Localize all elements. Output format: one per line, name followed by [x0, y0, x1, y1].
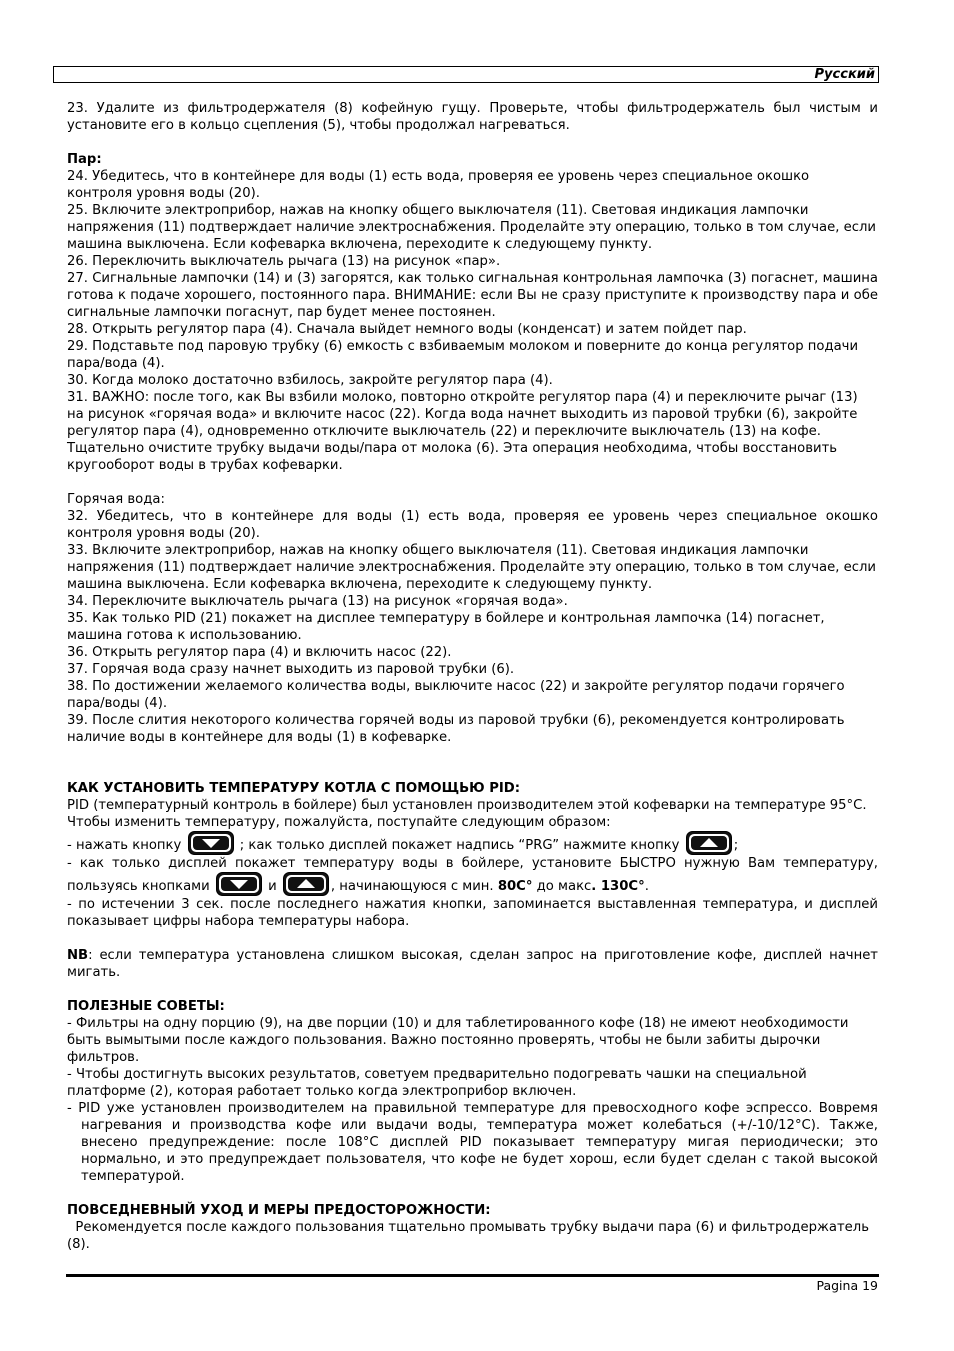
pid-text: , начинающуюся с мин. — [330, 879, 494, 894]
tip-item: - Чтобы достигнуть высоких результатов, советуем предварительно подогревать чашки на специальной платформе (2), которая работает только когда электроприбор включен. — [67, 1067, 807, 1099]
page-content — [67, 100, 878, 1253]
care-heading: ПОВСЕДНЕВНЫЙ УХОД И МЕРЫ ПРЕДОСТОРОЖНОСТИ: — [67, 1203, 491, 1218]
steam-step: 27. Сигнальные лампочки (14) и (3) загорятся, как только сигнальная контрольная лампочка (3) погаснет, машина готова к подаче хорошего, постоянного пара. ВНИМАНИЕ: если Вы не сразу приступите к производству пара и обе сигнальные лампочки погаснут, пар будет менее постоянен. — [67, 271, 878, 320]
pid-line-3: - по истечении 3 сек. после последнего нажатия кнопки, запоминается выставленная температура, и дисплей показывает цифры набора температуры набора. — [67, 897, 878, 929]
steam-step: 29. Подставьте под паровую трубку (6) емкость с взбиваемым молоком и поверните до конца регулятор подачи пара/вода (4). — [67, 339, 859, 371]
pid-text: - нажать кнопку — [67, 838, 182, 853]
hot-water-step: 36. Открыть регулятор пара (4) и включить насос (22). — [67, 645, 452, 660]
hot-water-step: 34. Переключите выключатель рычага (13) на рисунок «горячая вода». — [67, 594, 568, 609]
step-23: 23. Удалите из фильтродержателя (8) кофейную гущу. Проверьте, чтобы фильтродержатель был чистым и установите его в кольцо сцепления (5), чтобы продолжал нагреваться. — [67, 101, 878, 133]
pid-text: до макс — [536, 879, 592, 894]
hot-water-step: 38. По достижении желаемого количества воды, выключите насос (22) и закройте регулятор подачи горячего пара/воды (4). — [67, 679, 845, 711]
max-temperature: . 130С° — [591, 879, 645, 894]
pid-heading: КАК УСТАНОВИТЬ ТЕМПЕРАТУРУ КОТЛА С ПОМОЩЬЮ PID: — [67, 781, 520, 796]
pid-text: ; — [733, 838, 739, 853]
language-label: Русский — [814, 67, 875, 82]
min-temperature: 80С° — [497, 879, 533, 894]
tip-item: - PID уже установлен производителем на правильной температуре для превосходного кофе эспрессо. Вовремя нагревания и производства кофе или выдачи воды, температура может колебаться (+/-10/12°С). Также, внесено предупреждение: после 108°С дисплей PID показывает температуру мигая периодически; это нормально, и это предупреждает пользователя, что кофе не будет хорош, если будет сделан с такой высокой температурой. — [67, 1101, 878, 1184]
hot-water-step: 35. Как только PID (21) покажет на дисплее температуру в бойлере и контрольная лампочка (14) погаснет, машина готова к использованию. — [67, 611, 825, 643]
pid-intro: PID (температурный контроль в бойлере) был установлен производителем этой кофеварки на температуре 95°С. Чтобы изменить температуру, пожалуйста, поступайте следующим образом: — [67, 798, 867, 830]
steam-step: 30. Когда молоко достаточно взбилось, закройте регулятор пара (4). — [67, 373, 553, 388]
pid-text: и — [268, 879, 277, 894]
steam-step: 24. Убедитесь, что в контейнере для воды (1) есть вода, проверяя ее уровень через специальное окошко контроля уровня воды (20). — [67, 169, 810, 201]
pid-note — [67, 947, 878, 981]
steam-heading: Пар: — [67, 152, 102, 167]
footer-rule — [66, 1274, 879, 1277]
nb-text: : если температура установлена слишком высокая, сделан запрос на приготовление кофе, дисплей начнет мигать. — [67, 948, 878, 980]
header-box — [53, 66, 879, 83]
up-button-icon — [283, 872, 329, 896]
hot-water-step: 33. Включите электроприбор, нажав на кнопку общего выключателя (11). Световая индикация лампочки напряжения (11) подтверждает наличие электроснабжения. Проделайте эту операцию, только в том случае, если машина выключена. Если кофеварка включена, переходите к следующему пункту. — [67, 543, 876, 592]
pid-line-2 — [67, 855, 878, 896]
steam-step: 31. ВАЖНО: после того, как Вы взбили молоко, повторно откройте регулятор пара (4) и переключите рычаг (13) на рисунок «горячая вода» и включите насос (22). Когда вода начнет выходить из паровой трубки (6), закройте регулятор пара (4), одновременно отключите выключатель (22) и переключите выключатель (13) на кофе. Тщательно очистите трубку выдачи воды/пара от молока (6). Эта операция необходима, чтобы восстановить кругооборот воды в трубах кофеварки. — [67, 390, 858, 473]
pid-text: ; как только дисплей покажет надпись “PRG” нажмите кнопку — [239, 838, 680, 853]
hot-water-step: 37. Горячая вода сразу начнет выходить из паровой трубки (6). — [67, 662, 515, 677]
hot-water-heading: Горячая вода: — [67, 492, 165, 507]
hot-water-step: 32. Убедитесь, что в контейнере для воды (1) есть вода, проверяя ее уровень через специальное окошко контроля уровня воды (20). — [67, 509, 878, 541]
pid-text: - как только дисплей покажет температуру воды в бойлере, установите БЫСТРО нужную Вам температуру, пользуясь кнопками — [67, 856, 878, 894]
down-button-icon — [216, 872, 262, 896]
steam-step: 25. Включите электроприбор, нажав на кнопку общего выключателя (11). Световая индикация лампочки напряжения (11) подтверждает наличие электроснабжения. Проделайте эту операцию, только в том случае, если машина выключена. Если кофеварка включена, переходите к следующему пункту. — [67, 203, 876, 252]
page-number: Pagina 19 — [816, 1278, 878, 1293]
hot-water-step: 39. После слития некоторого количества горячей воды из паровой трубки (6), рекомендуется контролировать наличие воды в контейнере для воды (1) в кофеварке. — [67, 713, 845, 745]
pid-text: . — [644, 879, 649, 894]
nb-label: NB — [67, 948, 89, 963]
pid-line-1 — [67, 831, 878, 855]
tips-heading: ПОЛЕЗНЫЕ СОВЕТЫ: — [67, 999, 225, 1014]
care-text: Рекомендуется после каждого пользования тщательно промывать трубку выдачи пара (6) и фильтродержатель (8). — [67, 1220, 874, 1252]
steam-step: 26. Переключить выключатель рычага (13) на рисунок «пар». — [67, 254, 501, 269]
tip-item: - Фильтры на одну порцию (9), на две порции (10) и для таблетированного кофе (18) не имеют необходимости быть вымытыми после каждого пользования. Важно постоянно проверять, чтобы не были забиты дырочки фильтров. — [67, 1016, 849, 1065]
up-button-icon — [686, 831, 732, 855]
down-button-icon — [188, 831, 234, 855]
steam-step: 28. Открыть регулятор пара (4). Сначала выйдет немного воды (конденсат) и затем пойдет пар. — [67, 322, 747, 337]
